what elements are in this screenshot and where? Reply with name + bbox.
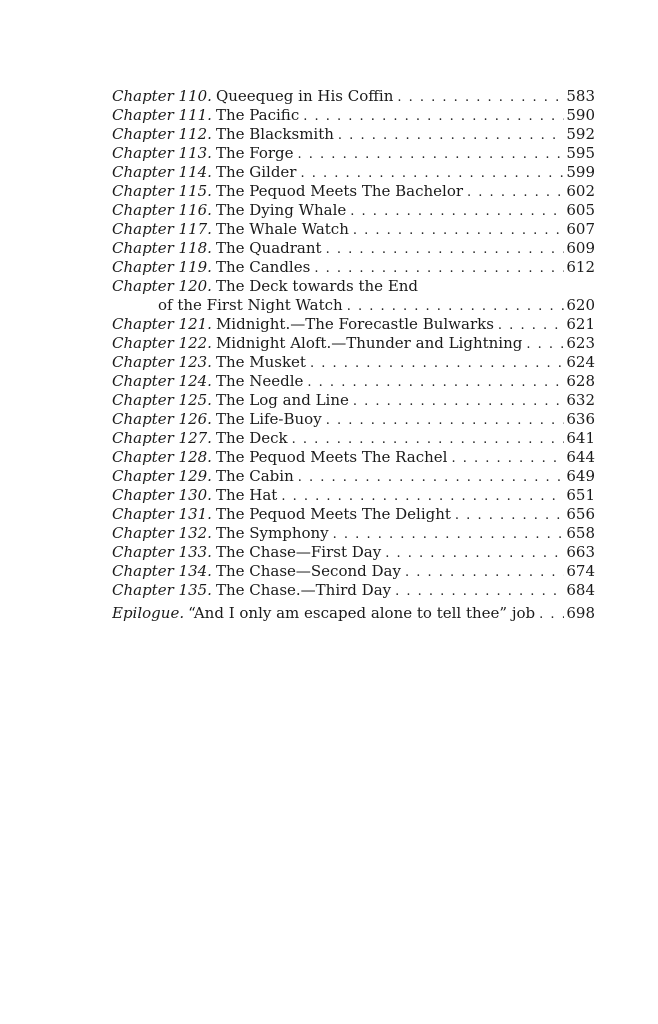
toc-entry	[112, 429, 595, 448]
chapter-title: Queequeg in His Coffin	[215, 87, 394, 105]
dot-leader	[292, 430, 565, 448]
dot-leader	[333, 525, 565, 543]
page-number: 592	[566, 125, 595, 143]
chapter-label: Chapter 127.	[112, 429, 212, 447]
chapter-title: The Whale Watch	[215, 220, 349, 238]
page-number: 628	[566, 372, 595, 390]
chapter-label: Chapter 119.	[112, 258, 212, 276]
dot-leader	[310, 354, 564, 372]
chapter-label: Chapter 112.	[112, 125, 212, 143]
dot-leader	[303, 107, 564, 125]
dot-leader	[451, 449, 564, 467]
page-number: 684	[566, 581, 595, 599]
dot-leader	[526, 335, 564, 353]
page-number: 612	[566, 258, 595, 276]
page-number: 599	[566, 163, 595, 181]
chapter-label: Chapter 131.	[112, 505, 212, 523]
dot-leader	[353, 221, 565, 239]
toc-entry	[112, 543, 595, 562]
toc-entry	[112, 144, 595, 163]
chapter-label: Chapter 128.	[112, 448, 212, 466]
toc-entry	[112, 467, 595, 486]
toc-entry	[112, 220, 595, 239]
chapter-title: The Pequod Meets The Bachelor	[215, 182, 464, 200]
dot-leader	[338, 126, 564, 144]
chapter-label: Chapter 125.	[112, 391, 212, 409]
page-number: 595	[566, 144, 595, 162]
dot-leader	[300, 164, 564, 182]
dot-leader	[350, 202, 564, 220]
page-number: 663	[566, 543, 595, 561]
chapter-label: Epilogue.	[112, 604, 185, 622]
chapter-label: Chapter 116.	[112, 201, 212, 219]
dot-leader	[498, 316, 564, 334]
page-number: 632	[566, 391, 595, 409]
dot-leader	[405, 563, 564, 581]
chapter-title: Midnight.—The Forecastle Bulwarks	[215, 315, 494, 333]
toc-entry	[112, 125, 595, 144]
page-number: 656	[566, 505, 595, 523]
toc-entry	[112, 163, 595, 182]
toc-entry	[112, 505, 595, 524]
toc-entry	[112, 258, 595, 277]
chapter-label: Chapter 117.	[112, 220, 212, 238]
toc-entry	[112, 410, 595, 429]
chapter-title: The Chase.—Third Day	[215, 581, 392, 599]
chapter-label: Chapter 132.	[112, 524, 212, 542]
toc-entry	[112, 277, 595, 296]
dot-leader	[281, 487, 564, 505]
chapter-title: The Pequod Meets The Delight	[215, 505, 451, 523]
page-number: 674	[566, 562, 595, 580]
toc-entry	[112, 562, 595, 581]
chapter-title: The Cabin	[215, 467, 294, 485]
page-number: 609	[566, 239, 595, 257]
chapter-title: The Pacific	[215, 106, 300, 124]
toc-entry	[112, 106, 595, 125]
chapter-title: “And I only am escaped alone to tell thee” job	[188, 604, 536, 622]
chapter-title: The Blacksmith	[215, 125, 334, 143]
toc-entry-epilogue	[112, 604, 595, 623]
dot-leader	[314, 259, 564, 277]
chapter-title: The Deck towards the End	[215, 277, 419, 295]
dot-leader	[455, 506, 564, 524]
toc-entry	[112, 372, 595, 391]
chapter-label: Chapter 110.	[112, 87, 212, 105]
chapter-label: Chapter 123.	[112, 353, 212, 371]
dot-leader	[298, 468, 565, 486]
chapter-label: Chapter 120.	[112, 277, 212, 295]
chapter-label: Chapter 130.	[112, 486, 212, 504]
chapter-label: Chapter 113.	[112, 144, 212, 162]
chapter-label: Chapter 135.	[112, 581, 212, 599]
dot-leader	[395, 582, 564, 600]
page-number: 698	[566, 604, 595, 622]
toc-entry	[112, 315, 595, 334]
chapter-title: The Musket	[215, 353, 306, 371]
chapter-label: Chapter 118.	[112, 239, 212, 257]
toc-entry	[112, 486, 595, 505]
toc-entry	[112, 448, 595, 467]
page-number: 624	[566, 353, 595, 371]
dot-leader	[298, 145, 565, 163]
page-number: 658	[566, 524, 595, 542]
toc-entry	[112, 182, 595, 201]
page-number: 644	[566, 448, 595, 466]
chapter-title: The Needle	[215, 372, 304, 390]
toc-entry	[112, 391, 595, 410]
chapter-title: The Chase—Second Day	[215, 562, 401, 580]
chapter-label: Chapter 126.	[112, 410, 212, 428]
chapter-title: of the First Night Watch	[158, 296, 343, 314]
page-number: 623	[566, 334, 595, 352]
page-number: 651	[566, 486, 595, 504]
chapter-label: Chapter 111.	[112, 106, 212, 124]
chapter-title: The Log and Line	[215, 391, 349, 409]
page-number: 649	[566, 467, 595, 485]
page-number: 590	[566, 106, 595, 124]
page-number: 621	[566, 315, 595, 333]
chapter-title: The Life-Buoy	[215, 410, 322, 428]
toc-entry	[112, 353, 595, 372]
page-number: 607	[566, 220, 595, 238]
chapter-label: Chapter 115.	[112, 182, 212, 200]
chapter-label: Chapter 133.	[112, 543, 212, 561]
toc-entry-continuation	[112, 296, 595, 315]
dot-leader	[385, 544, 564, 562]
dot-leader	[326, 411, 565, 429]
page-number: 583	[566, 87, 595, 105]
dot-leader	[539, 605, 564, 623]
chapter-title: The Candles	[215, 258, 311, 276]
chapter-label: Chapter 129.	[112, 467, 212, 485]
page-number: 602	[566, 182, 595, 200]
dot-leader	[467, 183, 564, 201]
page-number: 641	[566, 429, 595, 447]
chapter-label: Chapter 122.	[112, 334, 212, 352]
chapter-label: Chapter 121.	[112, 315, 212, 333]
toc-entry	[112, 87, 595, 106]
chapter-title: The Quadrant	[215, 239, 322, 257]
chapter-title: The Hat	[215, 486, 278, 504]
chapter-title: Midnight Aloft.—Thunder and Lightning	[215, 334, 523, 352]
chapter-label: Chapter 114.	[112, 163, 212, 181]
toc-entry	[112, 334, 595, 353]
chapter-label: Chapter 134.	[112, 562, 212, 580]
dot-leader	[353, 392, 564, 410]
table-of-contents	[112, 87, 595, 623]
dot-leader	[397, 88, 564, 106]
chapter-title: The Deck	[215, 429, 288, 447]
toc-entry	[112, 201, 595, 220]
dot-leader	[326, 240, 565, 258]
chapter-title: The Pequod Meets The Rachel	[215, 448, 448, 466]
chapter-title: The Symphony	[215, 524, 329, 542]
dot-leader	[307, 373, 564, 391]
page-number: 620	[566, 296, 595, 314]
chapter-label: Chapter 124.	[112, 372, 212, 390]
dot-leader	[347, 297, 565, 315]
toc-entry	[112, 524, 595, 543]
chapter-title: The Forge	[215, 144, 294, 162]
chapter-title: The Dying Whale	[215, 201, 347, 219]
page-number: 636	[566, 410, 595, 428]
toc-entry	[112, 239, 595, 258]
chapter-title: The Gilder	[215, 163, 297, 181]
toc-entry	[112, 581, 595, 600]
page-number: 605	[566, 201, 595, 219]
chapter-title: The Chase—First Day	[215, 543, 382, 561]
